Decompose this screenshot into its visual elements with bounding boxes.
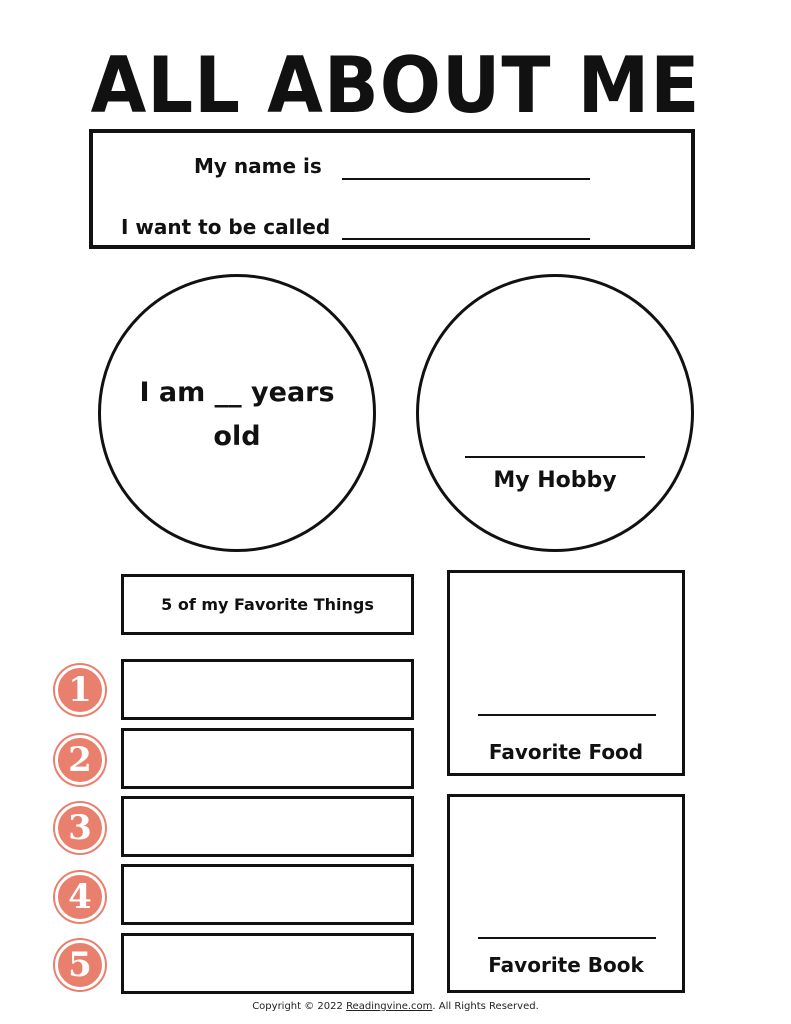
name-line[interactable] — [342, 178, 590, 180]
copyright-prefix: Copyright © 2022 — [252, 1001, 347, 1012]
page-title: ALL ABOUT ME — [90, 39, 701, 131]
favorites-header: 5 of my Favorite Things — [121, 574, 414, 635]
number-badge-5: 5 — [55, 940, 105, 990]
favorite-thing-box-3[interactable] — [121, 796, 414, 857]
copyright-link[interactable]: Readingvine.com — [346, 1001, 433, 1012]
number-badge-2: 2 — [55, 735, 105, 785]
favorite-thing-box-2[interactable] — [121, 728, 414, 789]
favorite-thing-box-1[interactable] — [121, 659, 414, 720]
hobby-label: My Hobby — [493, 468, 617, 493]
favorite-food-box — [447, 570, 685, 776]
favorite-book-line[interactable] — [478, 937, 656, 939]
number-badge-3: 3 — [55, 803, 105, 853]
age-text-line1: I am __ years — [139, 377, 335, 408]
favorite-thing-box-5[interactable] — [121, 933, 414, 994]
hobby-line[interactable] — [465, 456, 645, 458]
age-text-line2: old — [213, 421, 261, 452]
copyright-suffix: . All Rights Reserved. — [432, 1001, 539, 1012]
favorite-thing-box-4[interactable] — [121, 864, 414, 925]
favorite-food-line[interactable] — [478, 714, 656, 716]
called-label: I want to be called — [121, 215, 331, 239]
favorite-food-label: Favorite Food — [488, 740, 644, 764]
called-line[interactable] — [342, 238, 590, 240]
favorite-book-box — [447, 794, 685, 993]
number-badge-4: 4 — [55, 872, 105, 922]
hobby-circle — [416, 274, 694, 552]
number-badge-1: 1 — [55, 665, 105, 715]
copyright-footer — [0, 1001, 791, 1012]
name-label: My name is — [194, 154, 322, 178]
favorite-book-label: Favorite Book — [488, 953, 644, 977]
